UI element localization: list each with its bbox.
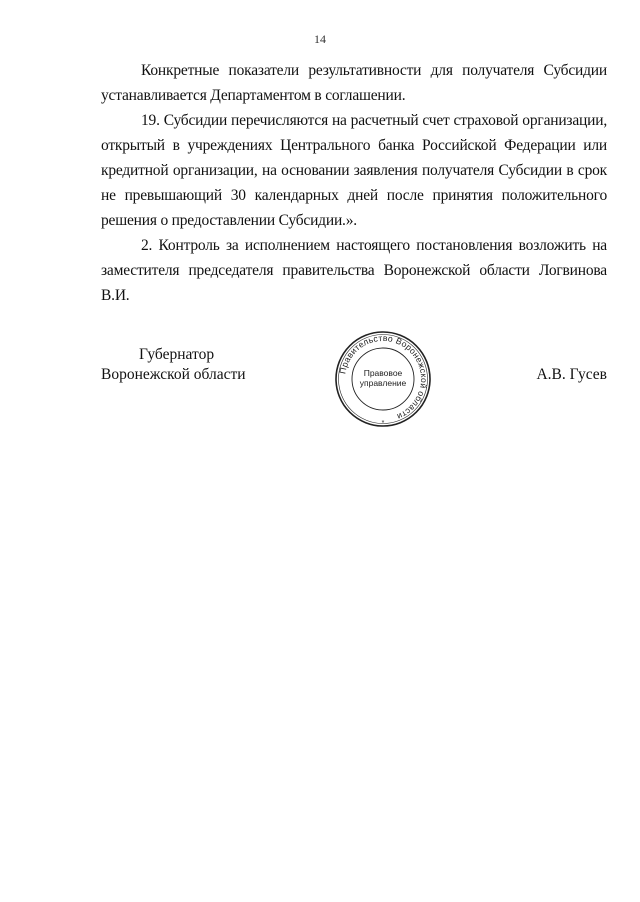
paragraph-clause-2: 2. Контроль за исполнением настоящего постановления возложить на заместителя председателя правительства Воронежской области Логвинова В.И. [101,237,607,304]
page-number: 14 [314,32,326,46]
stamp-outer-text: Правительство Воронежской области [337,332,430,423]
official-stamp [333,329,433,429]
stamp-star: * [381,420,385,427]
signatory-title-line1: Губернатор [139,346,215,363]
stamp-seal-icon [333,329,433,429]
paragraph-performance-indicators: Конкретные показатели результативности для получателя Субсидии устанавливается Департаментом в соглашении. [101,62,607,104]
document-body [101,58,607,308]
paragraph-clause-19: 19. Субсидии перечисляются на расчетный счет страховой организации, открытый в учреждениях Центрального банка Российской Федерации или кредитной организации, на основании заявления получателя Субсидии в срок не превышающий 30 календарных дней после принятия положительного решения о предоставлении Субсидии.». [101,112,607,229]
signatory-title-line2: Воронежской области [101,366,246,383]
signatory-title [101,345,261,385]
stamp-inner-line2: управление [359,378,407,388]
signature-block [101,332,607,435]
signatory-name: А.В. Гусев [536,366,607,383]
stamp-inner-line1: Правовое [363,368,403,378]
